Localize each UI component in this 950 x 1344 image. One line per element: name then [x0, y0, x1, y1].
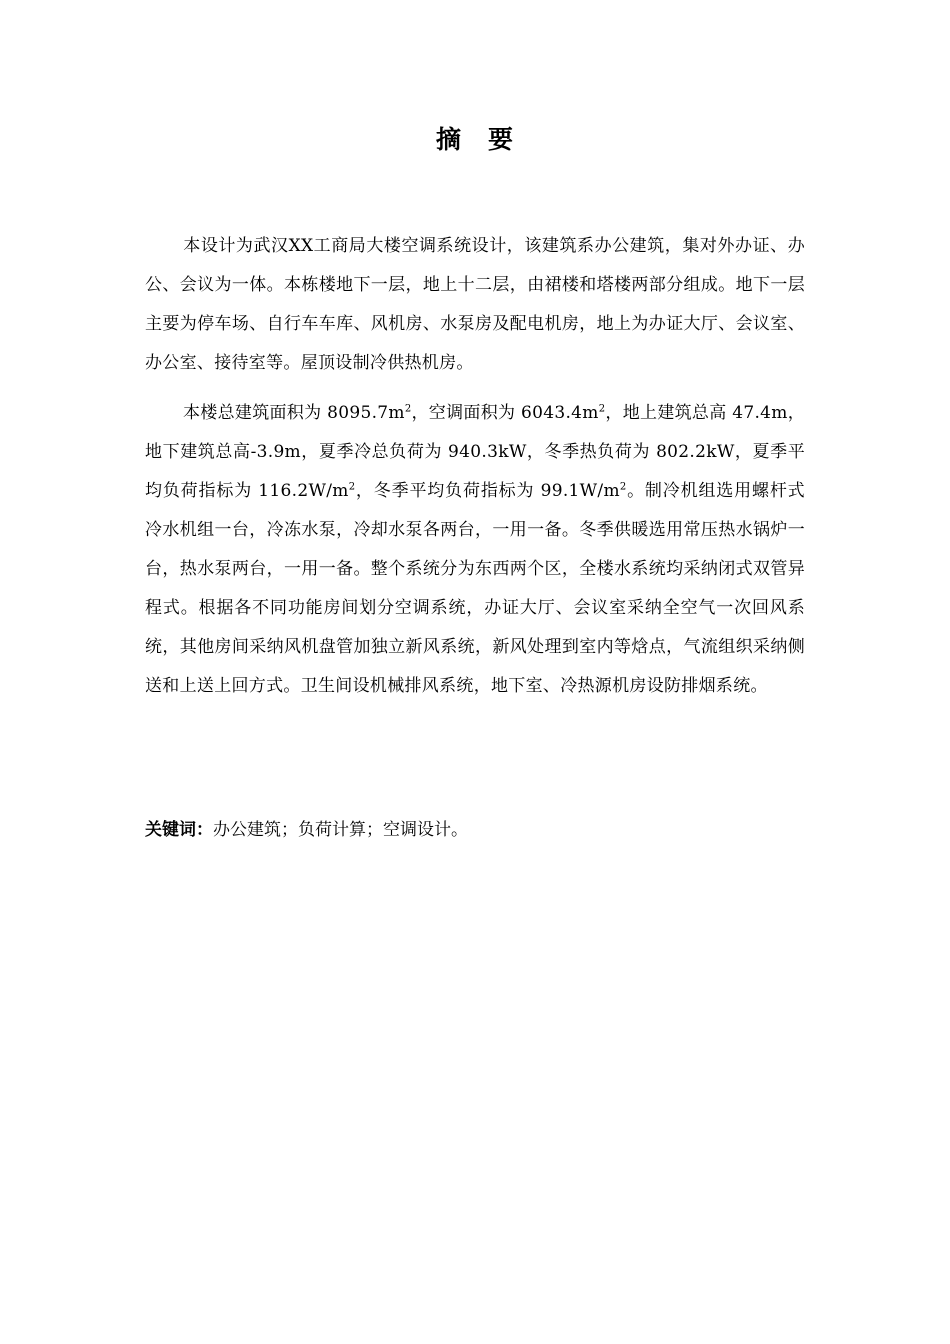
keywords-label: 关键词： [145, 820, 213, 840]
paragraph-2-segment-1: 本楼总建筑面积为 8095.7m [183, 403, 405, 423]
paragraph-1-text: 本设计为武汉XX工商局大楼空调系统设计，该建筑系办公建筑，集对外办证、办公、会议为一体。本栋楼地下一层，地上十二层，由裙楼和塔楼两部分组成。地下一层主要为停车场、自行车车库、风机房、水泵房及配电机房，地上为办证大厅、会议室、办公室、接待室等。屋顶设制冷供热机房。 [145, 236, 805, 373]
paragraph-2-segment-5: 。制冷机组选用螺杆式冷水机组一台，冷冻水泵，冷却水泵各两台，一用一备。冬季供暖选用常压热水锅炉一台，热水泵两台，一用一备。整个系统分为东西两个区，全楼水系统均采纳闭式双管异程式。根据各不同功能房间划分空调系统，办证大厅、会议室采纳全空气一次回风系统，其他房间采纳风机盘管加独立新风系统，新风处理到室内等焓点，气流组织采纳侧送和上送上回方式。卫生间设机械排风系统，地下室、冷热源机房设防排烟系统。 [145, 481, 805, 696]
abstract-paragraph-1 [145, 227, 805, 383]
keywords-line [145, 812, 805, 848]
keywords-text: 办公建筑；负荷计算；空调设计。 [213, 820, 468, 840]
superscript-2: 2 [619, 481, 627, 493]
superscript-2: 2 [348, 481, 356, 493]
paragraph-2-segment-2: ，空调面积为 6043.4m [411, 403, 599, 423]
superscript-2: 2 [404, 403, 412, 415]
superscript-2: 2 [598, 403, 606, 415]
abstract-title-char-2: 要 [488, 125, 515, 154]
paragraph-2-segment-3: ，地上建筑总高 47.4m，地下建筑总高-3.9m，夏季冷总负荷为 940.3kW，冬季热负荷为 802.2kW，夏季平均负荷指标为 116.2W/m [145, 403, 805, 501]
abstract-title [0, 120, 950, 156]
abstract-title-char-1: 摘 [435, 125, 462, 154]
abstract-paragraph-2 [145, 394, 805, 706]
paragraph-2-segment-4: ，冬季平均负荷指标为 99.1W/m [355, 481, 620, 501]
